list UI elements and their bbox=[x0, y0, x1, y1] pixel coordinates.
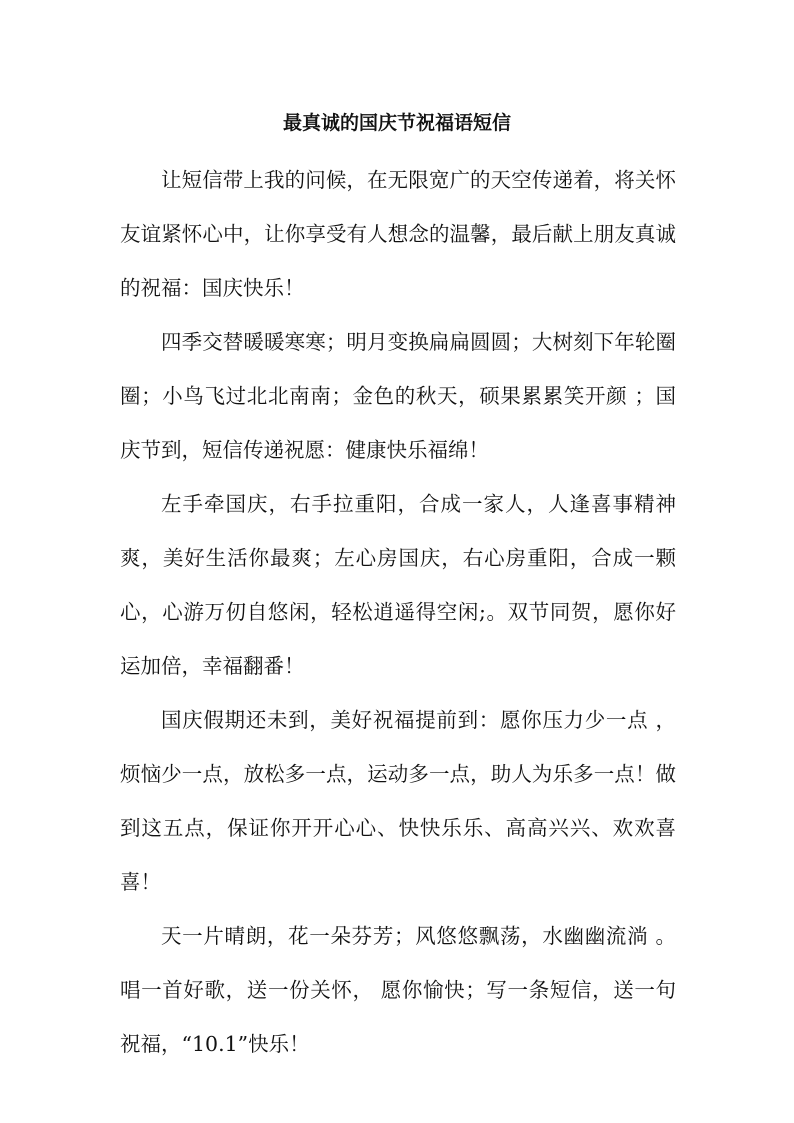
paragraph: 四季交替暖暖寒寒；明月变换扁扁圆圆；大树刻下年轮圈圈；小鸟飞过北北南南；金色的秋天，硕果累累笑开颜 ；国庆节到，短信传递祝愿：健康快乐福绵！ bbox=[120, 330, 676, 462]
paragraph: 国庆假期还未到，美好祝福提前到：愿你压力少一点 ，烦恼少一点，放松多一点，运动多一点，助人为乐多一点！做到这五点，保证你开开心心、快快乐乐、高高兴兴、欢欢喜喜！ bbox=[120, 708, 676, 894]
paragraph: 让短信带上我的问候，在无限宽广的天空传递着，将关怀友谊紧怀心中，让你享受有人想念的温馨，最后献上朋友真诚的祝福：国庆快乐！ bbox=[120, 168, 676, 300]
paragraph: 左手牵国庆，右手拉重阳，合成一家人，人逢喜事精神爽，美好生活你最爽；左心房国庆，右心房重阳，合成一颗心，心游万仞自悠闲，轻松逍遥得空闲;。双节同贺，愿你好运加倍，幸福翻番！ bbox=[120, 492, 676, 678]
paragraph: 天一片晴朗，花一朵芬芳；风悠悠飘荡，水幽幽流淌 。唱一首好歌，送一份关怀， 愿你愉快；写一条短信，送一句祝福，“10.1”快乐！ bbox=[120, 924, 676, 1056]
document-title: 最真诚的国庆节祝福语短信 bbox=[282, 112, 511, 134]
document-body bbox=[120, 153, 676, 1071]
